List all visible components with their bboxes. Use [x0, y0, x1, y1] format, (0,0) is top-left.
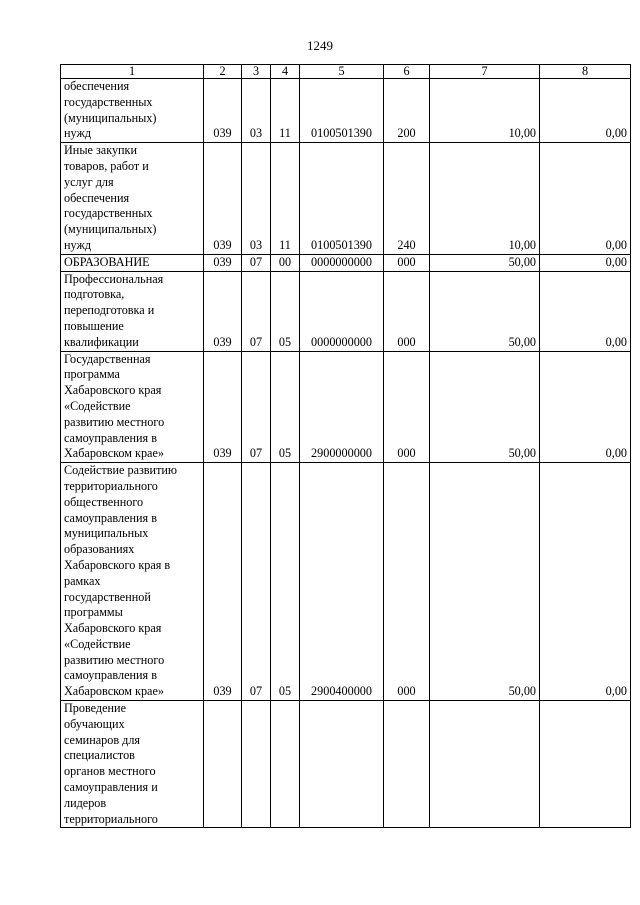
description-line: ОБРАЗОВАНИЕ: [64, 254, 150, 269]
header-row: [61, 65, 631, 79]
amount-cell: 10,00: [430, 143, 540, 255]
execution-cell: 0,00: [540, 463, 631, 701]
description-line: территориального: [64, 811, 158, 826]
description-line: Профессиональная: [64, 271, 164, 286]
description-line: Проведение: [64, 701, 126, 716]
amount-cell: 10,00: [430, 79, 540, 143]
description-line: Иные закупки: [64, 143, 137, 158]
amount-cell: 50,00: [430, 463, 540, 701]
execution-cell: 0,00: [540, 79, 631, 143]
amount-cell: 50,00: [430, 351, 540, 463]
table-row: [61, 271, 631, 351]
expense-type-cell: 000: [384, 351, 430, 463]
row-description: [61, 143, 204, 255]
target-article-cell: 2900400000: [300, 463, 384, 701]
description-line: Содействие развитию: [64, 463, 178, 478]
target-article-cell: 2900000000: [300, 351, 384, 463]
target-article-cell: 0000000000: [300, 271, 384, 351]
execution-cell: 0,00: [540, 143, 631, 255]
description-line: самоуправления и: [64, 780, 158, 795]
table-body: [61, 79, 631, 828]
description-line: самоуправления в: [64, 430, 157, 445]
table-row: [61, 254, 631, 271]
description-line: Хабаровского края в: [64, 557, 171, 572]
page-number: 1249: [307, 38, 333, 53]
section-code-cell: 07: [242, 254, 271, 271]
description-line: квалификации: [64, 334, 139, 349]
description-line: государственных: [64, 206, 153, 221]
description-line: государственных: [64, 94, 153, 109]
description-line: «Содействие: [64, 398, 131, 413]
header-col-4: 4: [271, 65, 300, 79]
admin-code-cell: 039: [204, 271, 242, 351]
admin-code-cell: 039: [204, 351, 242, 463]
description-line: нужд: [64, 126, 92, 141]
row-description: [61, 271, 204, 351]
amount-cell: 50,00: [430, 254, 540, 271]
amount-cell: [430, 701, 540, 828]
description-line: переподготовка и: [64, 303, 155, 318]
admin-code-cell: 039: [204, 463, 242, 701]
admin-code-cell: 039: [204, 143, 242, 255]
section-code-cell: 07: [242, 351, 271, 463]
subsection-code-cell: 05: [271, 463, 300, 701]
description-line: Хабаровского края: [64, 383, 162, 398]
section-code-cell: 03: [242, 79, 271, 143]
target-article-cell: 0100501390: [300, 79, 384, 143]
header-col-1: 1: [61, 65, 204, 79]
description-line: нужд: [64, 237, 92, 252]
subsection-code-cell: 11: [271, 143, 300, 255]
section-code-cell: 07: [242, 463, 271, 701]
section-code-cell: 07: [242, 271, 271, 351]
header-col-2: 2: [204, 65, 242, 79]
description-line: (муниципальных): [64, 222, 157, 237]
row-description: [61, 463, 204, 701]
subsection-code-cell: 05: [271, 351, 300, 463]
description-line: развитию местного: [64, 652, 165, 667]
expense-type-cell: 000: [384, 463, 430, 701]
execution-cell: [540, 701, 631, 828]
description-line: Хабаровском крае»: [64, 446, 164, 461]
description-line: Хабаровского края: [64, 621, 162, 636]
description-line: территориального: [64, 478, 158, 493]
description-line: самоуправления в: [64, 668, 157, 683]
row-description: [61, 79, 204, 143]
expense-type-cell: 200: [384, 79, 430, 143]
description-line: обеспечения: [64, 79, 130, 93]
subsection-code-cell: [271, 701, 300, 828]
subsection-code-cell: 11: [271, 79, 300, 143]
header-col-8: 8: [540, 65, 631, 79]
description-line: муниципальных: [64, 526, 149, 541]
admin-code-cell: [204, 701, 242, 828]
budget-table: [60, 64, 631, 828]
description-line: программа: [64, 367, 120, 382]
description-line: образованиях: [64, 542, 135, 557]
description-line: специалистов: [64, 748, 135, 763]
execution-cell: 0,00: [540, 254, 631, 271]
table-row: [61, 143, 631, 255]
description-line: лидеров: [64, 795, 107, 810]
target-article-cell: 0000000000: [300, 254, 384, 271]
header-col-6: 6: [384, 65, 430, 79]
description-line: повышение: [64, 318, 124, 333]
expense-type-cell: 240: [384, 143, 430, 255]
row-description: [61, 351, 204, 463]
execution-cell: 0,00: [540, 351, 631, 463]
expense-type-cell: 000: [384, 271, 430, 351]
admin-code-cell: 039: [204, 79, 242, 143]
expense-type-cell: [384, 701, 430, 828]
description-line: Хабаровском крае»: [64, 684, 164, 699]
row-description: [61, 701, 204, 828]
row-description: [61, 254, 204, 271]
description-line: обеспечения: [64, 190, 130, 205]
description-line: общественного: [64, 494, 144, 509]
expense-type-cell: 000: [384, 254, 430, 271]
table-row: [61, 79, 631, 143]
section-code-cell: 03: [242, 143, 271, 255]
subsection-code-cell: 05: [271, 271, 300, 351]
table-row: [61, 351, 631, 463]
description-line: семинаров для: [64, 732, 141, 747]
target-article-cell: 0100501390: [300, 143, 384, 255]
description-line: (муниципальных): [64, 110, 157, 125]
description-line: товаров, работ и: [64, 158, 149, 173]
table-row: [61, 701, 631, 828]
table-row: [61, 463, 631, 701]
description-line: подготовка,: [64, 287, 125, 302]
description-line: обучающих: [64, 716, 125, 731]
amount-cell: 50,00: [430, 271, 540, 351]
section-code-cell: [242, 701, 271, 828]
target-article-cell: [300, 701, 384, 828]
description-line: органов местного: [64, 764, 156, 779]
admin-code-cell: 039: [204, 254, 242, 271]
execution-cell: 0,00: [540, 271, 631, 351]
header-col-7: 7: [430, 65, 540, 79]
description-line: Государственная: [64, 351, 151, 366]
description-line: «Содействие: [64, 636, 131, 651]
header-col-3: 3: [242, 65, 271, 79]
description-line: государственной: [64, 589, 151, 604]
description-line: программы: [64, 605, 123, 620]
description-line: рамках: [64, 573, 101, 588]
description-line: самоуправления в: [64, 510, 157, 525]
subsection-code-cell: 00: [271, 254, 300, 271]
description-line: развитию местного: [64, 414, 165, 429]
description-line: услуг для: [64, 174, 114, 189]
header-col-5: 5: [300, 65, 384, 79]
